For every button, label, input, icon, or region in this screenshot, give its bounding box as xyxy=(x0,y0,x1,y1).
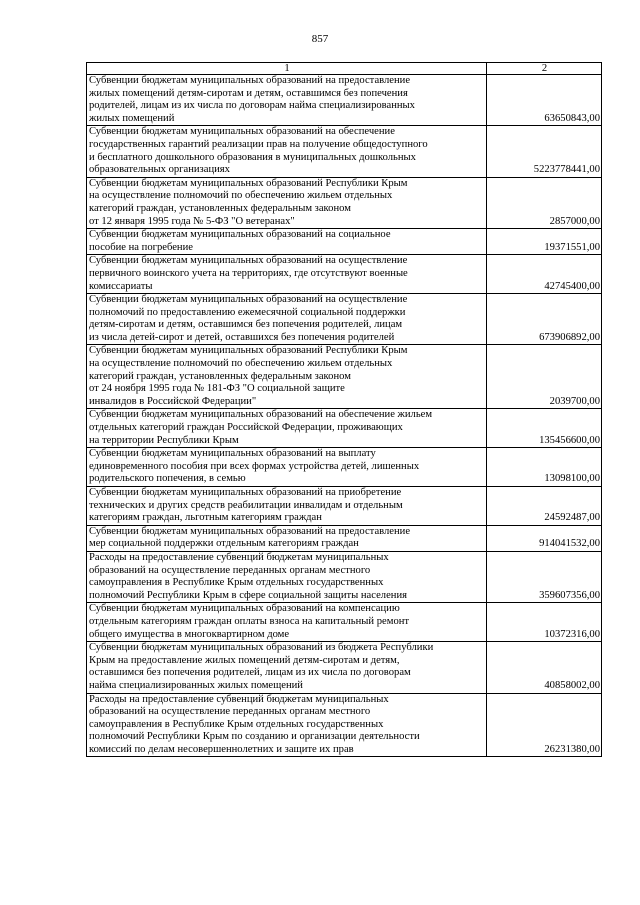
row-amount: 5223778441,00 xyxy=(487,126,602,177)
header-col-1: 1 xyxy=(87,63,487,75)
table-row xyxy=(87,487,602,526)
row-amount: 40858002,00 xyxy=(487,642,602,693)
row-amount: 26231380,00 xyxy=(487,693,602,757)
row-amount: 914041532,00 xyxy=(487,525,602,551)
row-description: Субвенции бюджетам муниципальных образований на компенсацию отдельным категориям граждан оплаты взноса на капитальный ремонт общего имущества в многоквартирном доме xyxy=(87,603,487,642)
row-description: Субвенции бюджетам муниципальных образований на осуществление полномочий по предоставлению ежемесячной социальной поддержки детям-сиротам и детям, оставшимся без попечения родителей, лицам из числа детей-сирот и детей, оставшихся без попечения родителей xyxy=(87,294,487,345)
row-description: Субвенции бюджетам муниципальных образований на предоставление мер социальной поддержки отдельным категориям граждан xyxy=(87,525,487,551)
row-description: Субвенции бюджетам муниципальных образований на социальное пособие на погребение xyxy=(87,229,487,255)
row-description: Расходы на предоставление субвенций бюджетам муниципальных образований на осуществление переданных органам местного самоуправления в Республике Крым отдельных государственных полномочий Республики Крым по созданию и организации деятельности комиссий по делам несовершеннолетних и защите их прав xyxy=(87,693,487,757)
row-description: Субвенции бюджетам муниципальных образований на осуществление первичного воинского учета на территориях, где отсутствуют военные комиссариаты xyxy=(87,255,487,294)
budget-table xyxy=(86,62,602,757)
row-amount: 13098100,00 xyxy=(487,448,602,487)
row-amount: 135456600,00 xyxy=(487,409,602,448)
row-amount: 42745400,00 xyxy=(487,255,602,294)
table-row xyxy=(87,525,602,551)
page-number: 857 xyxy=(311,33,329,45)
row-description: Расходы на предоставление субвенций бюджетам муниципальных образований на осуществление переданных органам местного самоуправления в Республике Крым отдельных государственных полномочий Республики Крым в сфере социальной защиты населения xyxy=(87,551,487,602)
table-row xyxy=(87,345,602,409)
row-description: Субвенции бюджетам муниципальных образований Республики Крым на осуществление полномочий по обеспечению жильем отдельных категорий граждан, установленных федеральным законом от 12 января 1995 года № 5-ФЗ "О ветеранах" xyxy=(87,177,487,228)
row-description: Субвенции бюджетам муниципальных образований на обеспечение государственных гарантий реализации прав на получение общедоступного и бесплатного дошкольного образования в муниципальных дошкольных образовательных организациях xyxy=(87,126,487,177)
row-amount: 19371551,00 xyxy=(487,229,602,255)
header-col-2: 2 xyxy=(487,63,602,75)
table-row xyxy=(87,126,602,177)
table-row xyxy=(87,448,602,487)
row-description: Субвенции бюджетам муниципальных образований на обеспечение жильем отдельных категорий граждан Российской Федерации, проживающих на территории Республики Крым xyxy=(87,409,487,448)
table-row xyxy=(87,75,602,126)
row-amount: 63650843,00 xyxy=(487,75,602,126)
table-header-row xyxy=(87,63,602,75)
row-description: Субвенции бюджетам муниципальных образований Республики Крым на осуществление полномочий по обеспечению жильем отдельных категорий граждан, установленных федеральным законом от 24 ноября 1995 года № 181-ФЗ "О социальной защите инвалидов в Российской Федерации" xyxy=(87,345,487,409)
row-amount: 673906892,00 xyxy=(487,294,602,345)
row-amount: 24592487,00 xyxy=(487,487,602,526)
row-description: Субвенции бюджетам муниципальных образований из бюджета Республики Крым на предоставление жилых помещений детям-сиротам и детям, оставшимся без попечения родителей, лицам из их числа по договорам найма специализированных жилых помещений xyxy=(87,642,487,693)
table-row xyxy=(87,255,602,294)
table-row xyxy=(87,603,602,642)
table-row xyxy=(87,294,602,345)
table-row xyxy=(87,642,602,693)
table-row xyxy=(87,693,602,757)
row-amount: 2039700,00 xyxy=(487,345,602,409)
row-amount: 2857000,00 xyxy=(487,177,602,228)
table-row xyxy=(87,177,602,228)
row-description: Субвенции бюджетам муниципальных образований на приобретение технических и других средств реабилитации инвалидам и отдельным категориям граждан, льготным категориям граждан xyxy=(87,487,487,526)
row-amount: 359607356,00 xyxy=(487,551,602,602)
table-row xyxy=(87,551,602,602)
row-description: Субвенции бюджетам муниципальных образований на выплату единовременного пособия при всех формах устройства детей, лишенных родительского попечения, в семью xyxy=(87,448,487,487)
row-amount: 10372316,00 xyxy=(487,603,602,642)
budget-table-body xyxy=(87,63,602,757)
table-row xyxy=(87,229,602,255)
table-row xyxy=(87,409,602,448)
row-description: Субвенции бюджетам муниципальных образований на предоставление жилых помещений детям-сиротам и детям, оставшимся без попечения родителей, лицам из их числа по договорам найма специализированных жилых помещений xyxy=(87,75,487,126)
